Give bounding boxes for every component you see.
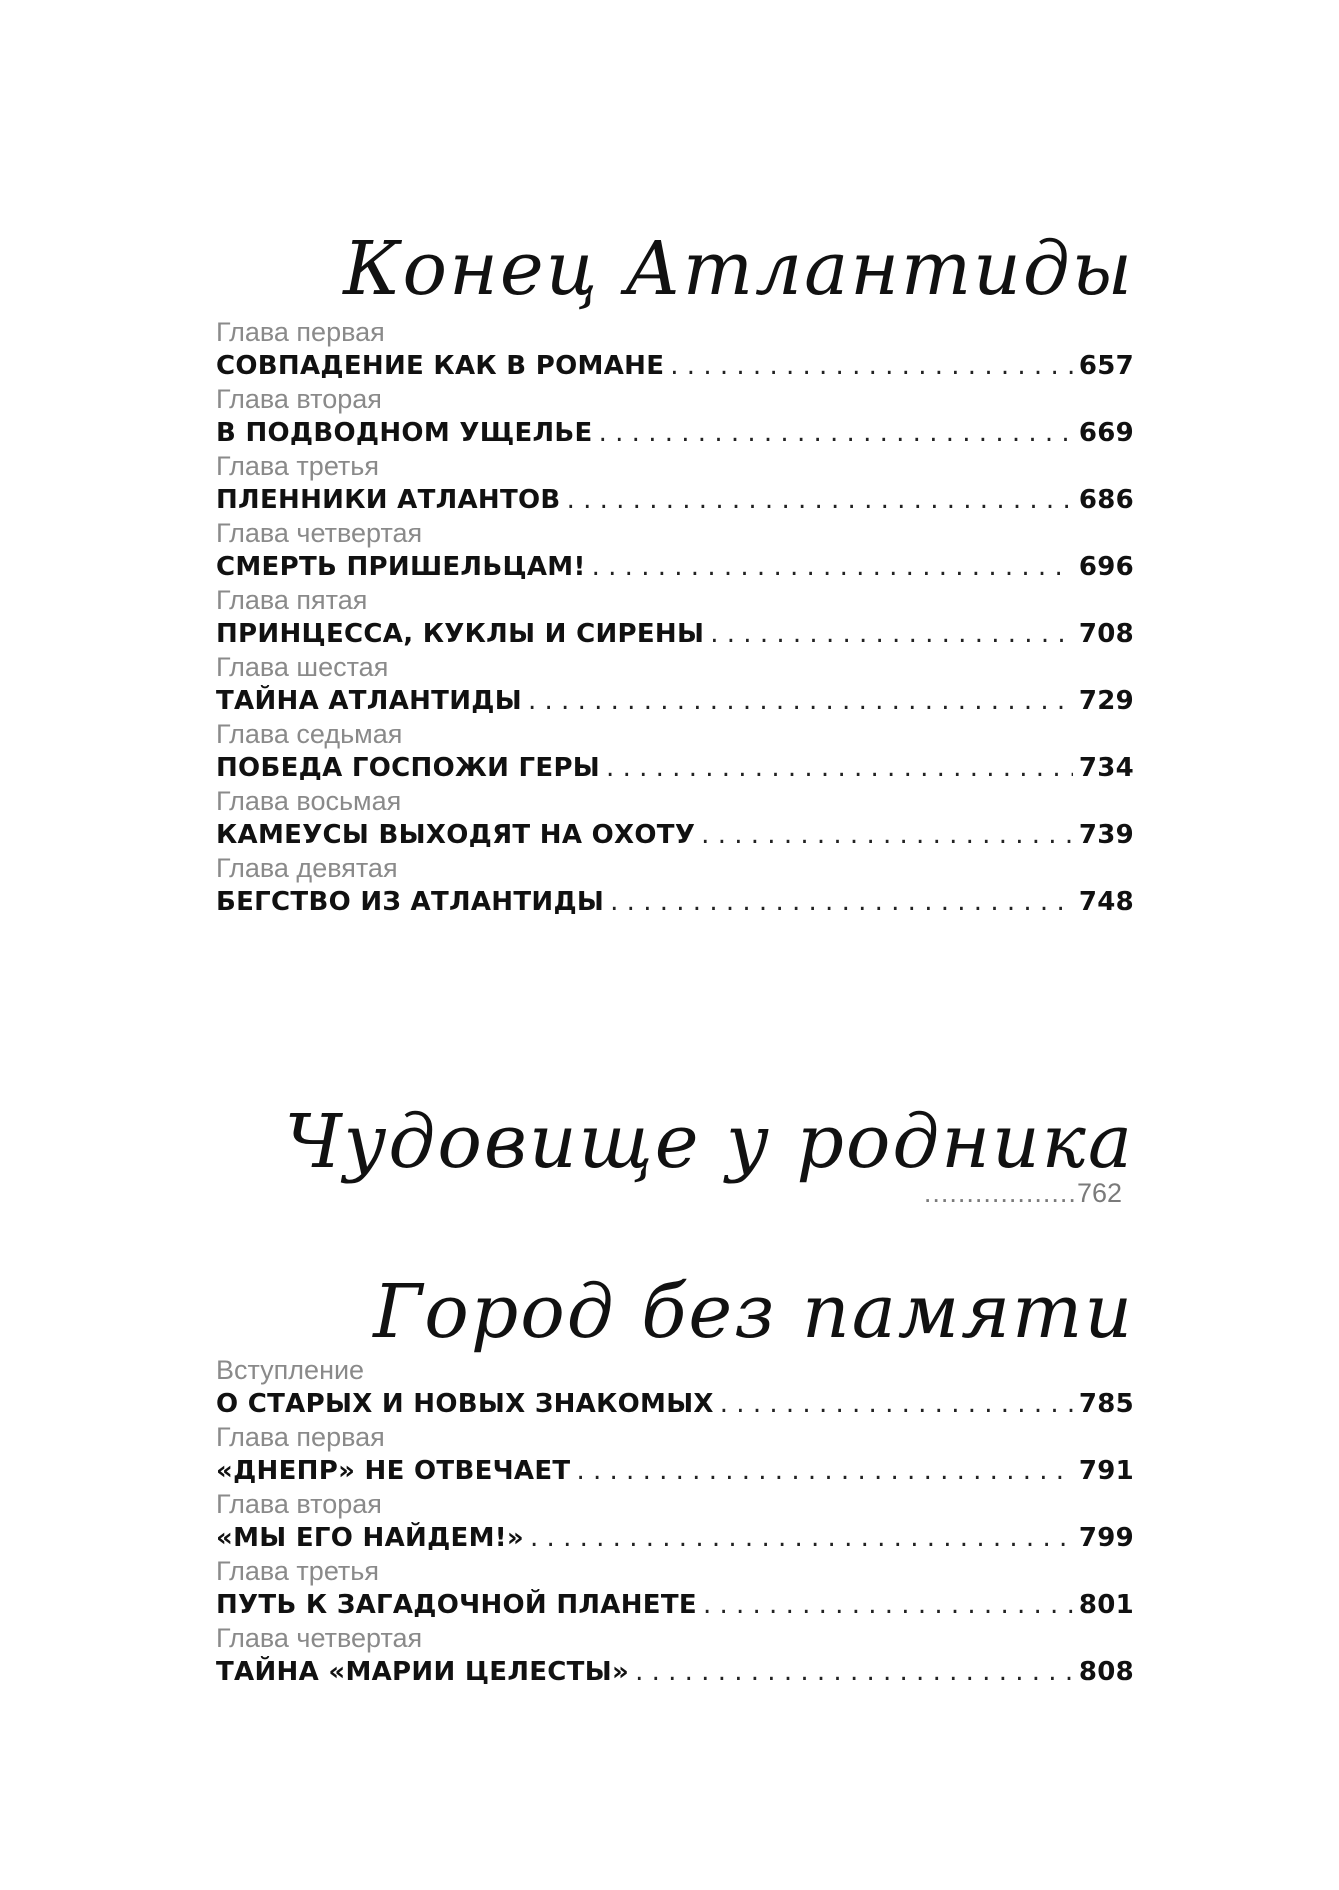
dot-leader bbox=[635, 1654, 1073, 1690]
part-title: Город без памяти bbox=[373, 1269, 1134, 1355]
chapter-title: ТАЙНА «МАРИИ ЦЕЛЕСТЫ» bbox=[216, 1657, 630, 1687]
chapter-title: КАМЕУСЫ ВЫХОДЯТ НА ОХОТУ bbox=[216, 820, 696, 850]
chapter-line bbox=[216, 1386, 1134, 1422]
page-number: 686 bbox=[1078, 485, 1134, 515]
toc-entry[interactable] bbox=[216, 1354, 1134, 1421]
chapter-line bbox=[216, 1453, 1134, 1489]
chapter-line bbox=[216, 482, 1134, 518]
chapter-title: В ПОДВОДНОМ УЩЕЛЬЕ bbox=[216, 418, 593, 448]
dot-leader bbox=[701, 817, 1073, 853]
page-number: 739 bbox=[1078, 820, 1134, 850]
chapter-label: Глава седьмая bbox=[216, 719, 403, 749]
chapter-title: ПРИНЦЕССА, КУКЛЫ И СИРЕНЫ bbox=[216, 619, 705, 649]
dot-leader: .................. bbox=[923, 1178, 1077, 1208]
toc-entry[interactable] bbox=[216, 651, 1134, 718]
chapter-line bbox=[216, 616, 1134, 652]
chapter-title: ТАЙНА АТЛАНТИДЫ bbox=[216, 686, 522, 716]
page-number: 669 bbox=[1078, 418, 1134, 448]
dot-leader bbox=[720, 1386, 1073, 1422]
page-number: 801 bbox=[1078, 1590, 1134, 1620]
chapter-label: Глава шестая bbox=[216, 652, 389, 682]
toc-entry[interactable] bbox=[216, 517, 1134, 584]
chapter-line bbox=[216, 817, 1134, 853]
chapter-line bbox=[216, 750, 1134, 786]
toc-entry[interactable] bbox=[216, 316, 1134, 383]
page-number: 729 bbox=[1078, 686, 1134, 716]
toc-entry[interactable] bbox=[216, 450, 1134, 517]
chapter-label: Глава первая bbox=[216, 1422, 385, 1452]
toc-entry[interactable] bbox=[216, 1622, 1134, 1689]
chapter-label: Вступление bbox=[216, 1355, 365, 1385]
chapter-title: ПЛЕННИКИ АТЛАНТОВ bbox=[216, 485, 561, 515]
chapter-line bbox=[216, 1654, 1134, 1690]
part-title: Конец Атлантиды bbox=[343, 226, 1134, 312]
page-number: 762 bbox=[1076, 1178, 1122, 1208]
dot-leader bbox=[703, 1587, 1073, 1623]
chapter-line bbox=[216, 1520, 1134, 1556]
chapter-line bbox=[216, 415, 1134, 451]
page-number: 748 bbox=[1078, 887, 1134, 917]
chapter-title: БЕГСТВО ИЗ АТЛАНТИДЫ bbox=[216, 887, 605, 917]
chapter-label: Глава восьмая bbox=[216, 786, 402, 816]
chapter-line bbox=[216, 348, 1134, 384]
page-number: 799 bbox=[1078, 1523, 1134, 1553]
dot-leader bbox=[670, 348, 1073, 384]
page-number: 708 bbox=[1078, 619, 1134, 649]
dot-leader bbox=[610, 884, 1073, 920]
chapter-line bbox=[216, 1587, 1134, 1623]
chapter-label: Глава девятая bbox=[216, 853, 398, 883]
page-number: 657 bbox=[1078, 351, 1134, 381]
chapter-label: Глава вторая bbox=[216, 384, 382, 414]
toc-entry[interactable] bbox=[216, 718, 1134, 785]
chapter-title: СМЕРТЬ ПРИШЕЛЬЦАМ! bbox=[216, 552, 586, 582]
chapter-label: Глава третья bbox=[216, 451, 379, 481]
part-konets-atlantidy bbox=[216, 226, 1134, 312]
chapter-line bbox=[216, 683, 1134, 719]
dot-leader bbox=[599, 415, 1073, 451]
chapter-title: О СТАРЫХ И НОВЫХ ЗНАКОМЫХ bbox=[216, 1389, 714, 1419]
chapter-title: ПОБЕДА ГОСПОЖИ ГЕРЫ bbox=[216, 753, 601, 783]
part-gorod-bez-pamyati bbox=[216, 1269, 1134, 1355]
single-page-entry[interactable] bbox=[216, 1177, 1122, 1209]
toc-entry[interactable] bbox=[216, 383, 1134, 450]
page-number: 791 bbox=[1078, 1456, 1134, 1486]
dot-leader bbox=[606, 750, 1073, 786]
dot-leader bbox=[567, 482, 1073, 518]
part-chudovishche-u-rodnika bbox=[216, 1099, 1134, 1185]
dot-leader bbox=[576, 1453, 1072, 1489]
toc-entry[interactable] bbox=[216, 584, 1134, 651]
toc-entry[interactable] bbox=[216, 785, 1134, 852]
part-1-entries bbox=[216, 316, 1134, 919]
chapter-label: Глава третья bbox=[216, 1556, 379, 1586]
dot-leader bbox=[592, 549, 1073, 585]
dot-leader bbox=[710, 616, 1073, 652]
chapter-label: Глава пятая bbox=[216, 585, 368, 615]
chapter-line bbox=[216, 549, 1134, 585]
chapter-line bbox=[216, 884, 1134, 920]
page-number: 808 bbox=[1078, 1657, 1134, 1687]
chapter-label: Глава первая bbox=[216, 317, 385, 347]
toc-entry[interactable] bbox=[216, 1555, 1134, 1622]
toc-entry[interactable] bbox=[216, 1421, 1134, 1488]
chapter-title: «МЫ ЕГО НАЙДЕМ!» bbox=[216, 1523, 525, 1553]
chapter-title: ПУТЬ К ЗАГАДОЧНОЙ ПЛАНЕТЕ bbox=[216, 1590, 697, 1620]
page-number: 734 bbox=[1078, 753, 1134, 783]
part-title: Чудовище у родника bbox=[284, 1099, 1134, 1185]
chapter-label: Глава вторая bbox=[216, 1489, 382, 1519]
part-3-entries bbox=[216, 1354, 1134, 1689]
chapter-label: Глава четвертая bbox=[216, 518, 423, 548]
chapter-title: СОВПАДЕНИЕ КАК В РОМАНЕ bbox=[216, 351, 665, 381]
dot-leader bbox=[528, 683, 1073, 719]
dot-leader bbox=[530, 1520, 1073, 1556]
page-number: 696 bbox=[1078, 552, 1134, 582]
chapter-label: Глава четвертая bbox=[216, 1623, 423, 1653]
chapter-title: «ДНЕПР» НЕ ОТВЕЧАЕТ bbox=[216, 1456, 571, 1486]
page-number: 785 bbox=[1078, 1389, 1134, 1419]
toc-entry[interactable] bbox=[216, 852, 1134, 919]
toc-entry[interactable] bbox=[216, 1488, 1134, 1555]
